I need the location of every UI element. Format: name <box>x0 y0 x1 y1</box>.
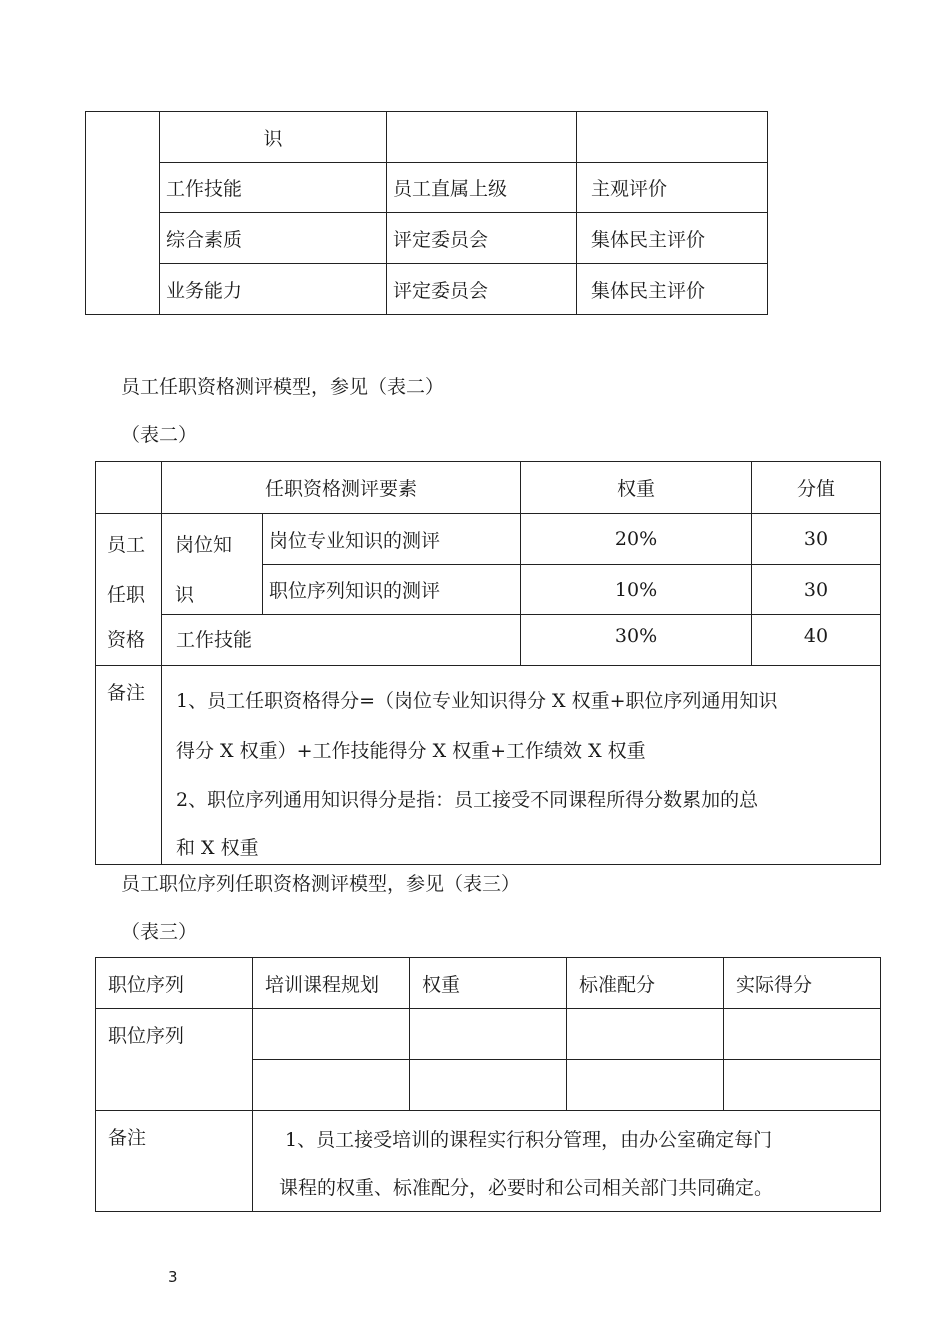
table-cell: 40 <box>752 615 881 666</box>
table-cell: 集体民主评价 <box>577 213 768 264</box>
table-row <box>86 163 768 213</box>
group-label-cell <box>96 514 162 666</box>
table-cell <box>567 1009 724 1060</box>
table-row <box>86 213 768 264</box>
table-cell: 工作技能 <box>160 163 387 213</box>
table-cell <box>387 112 577 163</box>
table-cell <box>410 1060 567 1111</box>
column-header: 分值 <box>752 462 881 514</box>
note-line: 2、职位序列通用知识得分是指：员工接受不同课程所得分数累加的总 <box>176 789 759 811</box>
table-row <box>86 264 768 315</box>
caption-table-3: （表三） <box>121 921 198 943</box>
note-label: 备注 <box>96 1111 253 1212</box>
column-header: 标准配分 <box>567 958 724 1009</box>
table-cell: 识 <box>160 112 387 163</box>
table-cell: 业务能力 <box>160 264 387 315</box>
group-label-line: 资格 <box>107 629 146 651</box>
column-header: 权重 <box>521 462 752 514</box>
note-line: 课程的权重、标准配分，必要时和公司相关部门共同确定。 <box>279 1177 774 1199</box>
note-line: 1、员工任职资格得分=（岗位专业知识得分 X 权重+职位序列通用知识 <box>176 690 778 712</box>
table-cell: 员工直属上级 <box>387 163 577 213</box>
table-row <box>96 1111 881 1212</box>
caption-table-2: （表二） <box>121 424 198 446</box>
table-cell <box>724 1009 881 1060</box>
table-row <box>96 462 881 514</box>
table-row <box>96 666 881 865</box>
column-header: 任职资格测评要素 <box>162 462 521 514</box>
group-label-line: 员工 <box>107 534 146 556</box>
note-cell <box>253 1111 881 1212</box>
column-header: 培训课程规划 <box>253 958 410 1009</box>
table-cell: 10% <box>521 565 752 615</box>
table-cell <box>410 1009 567 1060</box>
note-line: 1、员工接受培训的课程实行积分管理，由办公室确定每门 <box>285 1129 773 1151</box>
table-row <box>96 514 881 565</box>
intro-table-2: 员工任职资格测评模型，参见（表二） <box>121 376 445 398</box>
column-header: 职位序列 <box>96 958 253 1009</box>
table-cell: 评定委员会 <box>387 264 577 315</box>
table-3 <box>95 957 881 1212</box>
table-row <box>96 1009 881 1060</box>
table-cell: 30% <box>521 615 752 666</box>
intro-table-3: 员工职位序列任职资格测评模型，参见（表三） <box>121 873 521 895</box>
table-cell <box>724 1060 881 1111</box>
group-label-line: 任职 <box>107 584 146 606</box>
table-cell: 综合素质 <box>160 213 387 264</box>
table-cell: 主观评价 <box>577 163 768 213</box>
table-row <box>96 615 881 666</box>
sub-label-line: 岗位知 <box>175 534 233 556</box>
column-header: 实际得分 <box>724 958 881 1009</box>
table-cell: 集体民主评价 <box>577 264 768 315</box>
column-header: 权重 <box>410 958 567 1009</box>
page-number: 3 <box>168 1268 178 1286</box>
table1-left-cell <box>86 112 160 315</box>
table-cell: 30 <box>752 565 881 615</box>
note-line: 得分 X 权重）+工作技能得分 X 权重+工作绩效 X 权重 <box>176 740 646 762</box>
table-row <box>96 958 881 1009</box>
table-cell: 职位序列知识的测评 <box>263 565 521 615</box>
note-label: 备注 <box>96 666 162 865</box>
table-cell: 岗位专业知识的测评 <box>263 514 521 565</box>
table-row <box>86 112 768 163</box>
table-cell <box>253 1060 410 1111</box>
table-2 <box>95 461 881 865</box>
table-cell <box>96 462 162 514</box>
table-cell: 评定委员会 <box>387 213 577 264</box>
table-1 <box>85 111 768 315</box>
note-cell <box>162 666 881 865</box>
note-line: 和 X 权重 <box>176 837 259 859</box>
sub-label-line: 识 <box>175 584 195 606</box>
sub-label-cell <box>162 514 263 615</box>
table-cell <box>253 1009 410 1060</box>
table-cell: 30 <box>752 514 881 565</box>
table-cell: 20% <box>521 514 752 565</box>
table-cell <box>577 112 768 163</box>
table-cell: 工作技能 <box>162 615 521 666</box>
table-cell <box>567 1060 724 1111</box>
row-label: 职位序列 <box>96 1009 253 1111</box>
